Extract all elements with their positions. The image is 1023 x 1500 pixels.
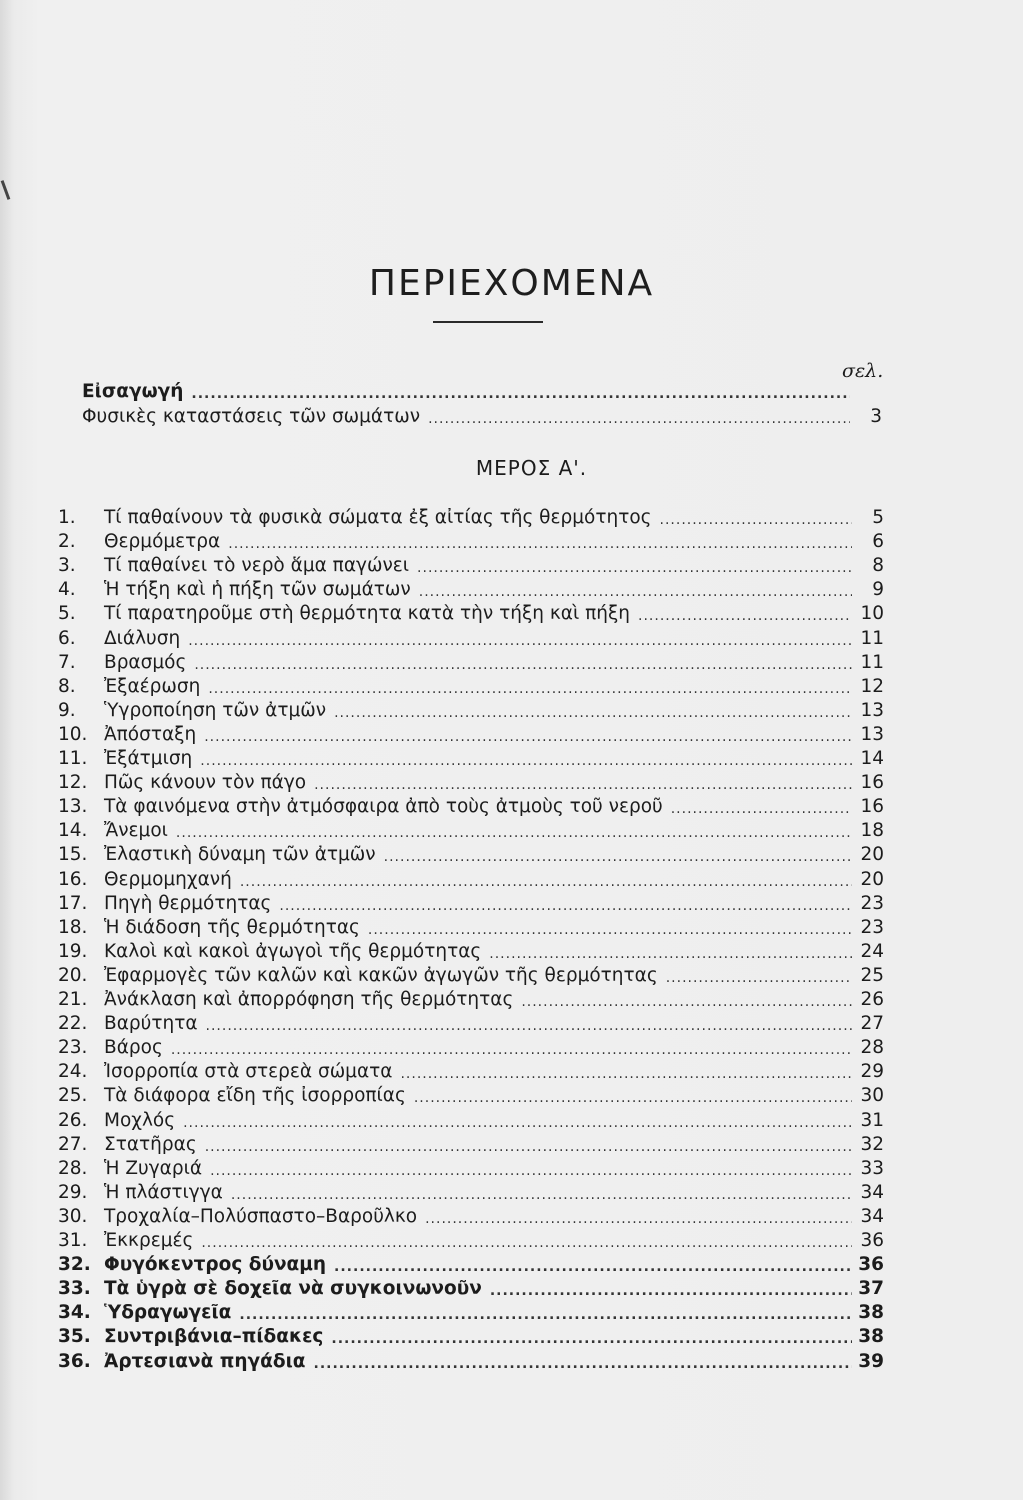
toc-entry-title: Ἡ Ζυγαριά	[104, 1158, 203, 1179]
toc-entry	[58, 1349, 884, 1373]
toc-entry	[58, 1156, 884, 1180]
toc-entry-intro	[82, 379, 882, 403]
toc-entry	[58, 1011, 884, 1035]
toc-entry-page: 36	[860, 1230, 884, 1251]
toc-entry-number: 3.	[58, 555, 76, 576]
toc-entry-number: 11.	[58, 748, 88, 769]
toc-entry-title: Πηγὴ θερμότητας	[104, 893, 272, 914]
toc-entry	[58, 794, 884, 818]
toc-entry-number: 16.	[58, 869, 88, 890]
toc-entry-title: Τί παθαίνει τὸ νερὸ ἅμα παγώνει	[104, 555, 410, 576]
toc-entry-title: Ἐφαρμογὲς τῶν καλῶν καὶ κακῶν ἀγωγῶν τῆς θερμότητας	[104, 965, 658, 986]
toc-entry-number: 32.	[58, 1254, 91, 1275]
toc-entry-page: 3	[870, 406, 882, 427]
toc-entry-title: Στατῆρας	[104, 1134, 197, 1155]
toc-entry-title: Ὑγροποίηση τῶν ἀτμῶν	[104, 700, 327, 721]
toc-entry-page: 24	[860, 941, 884, 962]
toc-entry-title: Πῶς κάνουν τὸν πάγο	[104, 772, 307, 793]
title-rule	[433, 321, 543, 323]
toc-entry-number: 17.	[58, 893, 88, 914]
toc-entry-title: Τὰ φαινόμενα στὴν ἀτμόσφαιρα ἀπὸ τοὺς ἀτμοὺς τοῦ νεροῦ	[104, 796, 663, 817]
leader-dots	[231, 1186, 852, 1204]
toc-entry	[58, 1083, 884, 1107]
leader-dots	[490, 1282, 852, 1300]
toc-entry-number: 21.	[58, 989, 88, 1010]
leader-dots	[228, 535, 852, 553]
toc-entry-title: Θερμομηχανή	[104, 869, 232, 890]
toc-entry	[58, 1204, 884, 1228]
toc-entry-title: Ἀπόσταξη	[104, 724, 197, 745]
leader-dots	[521, 993, 852, 1011]
toc-entry	[58, 722, 884, 746]
toc-entry-page: 6	[872, 531, 884, 552]
toc-entry-page: 16	[860, 772, 884, 793]
leader-dots	[314, 776, 852, 794]
toc-entry-page: 13	[860, 700, 884, 721]
toc-entry-page: 14	[860, 748, 884, 769]
toc-entry	[58, 939, 884, 963]
leader-dots	[417, 559, 852, 577]
toc-entry	[58, 987, 884, 1011]
toc-entry-number: 33.	[58, 1278, 91, 1299]
toc-entry-page: 20	[860, 869, 884, 890]
leader-dots	[200, 752, 852, 770]
toc-entry-number: 31.	[58, 1230, 88, 1251]
toc-entry	[58, 770, 884, 794]
leader-dots	[314, 1355, 853, 1373]
toc-entry	[58, 818, 884, 842]
toc-entry-page: 8	[872, 555, 884, 576]
toc-entry-number: 2.	[58, 531, 76, 552]
leader-dots	[334, 704, 852, 722]
toc-entry-page: 38	[858, 1302, 884, 1323]
toc-entry-title: Ἡ πλάστιγγα	[104, 1182, 223, 1203]
toc-entry-number: 35.	[58, 1326, 91, 1347]
toc-entry-title: Φυσικὲς καταστάσεις τῶν σωμάτων	[82, 406, 421, 427]
leader-dots	[279, 897, 852, 915]
toc-entry-number: 23.	[58, 1037, 88, 1058]
toc-entry-page: 33	[860, 1158, 884, 1179]
toc-entry-title: Ἡ διάδοση τῆς θερμότητας	[104, 917, 360, 938]
toc-entry-title: Ἐκκρεμές	[104, 1230, 194, 1251]
toc-entry-number: 5.	[58, 603, 76, 624]
leader-dots	[201, 1234, 852, 1252]
toc-entry-number: 15.	[58, 844, 88, 865]
toc-entry-page: 28	[860, 1037, 884, 1058]
leader-dots	[638, 607, 852, 625]
toc-entry-title: Καλοὶ καὶ κακοὶ ἀγωγοὶ τῆς θερμότητας	[104, 941, 482, 962]
toc-entry	[58, 1300, 884, 1324]
toc-entry	[58, 915, 884, 939]
toc-entry-title: Βαρύτητα	[104, 1013, 198, 1034]
leader-dots	[384, 848, 852, 866]
leader-dots	[331, 1330, 852, 1348]
toc-entry-title: Ἡ τήξη καὶ ἡ πήξη τῶν σωμάτων	[104, 579, 411, 600]
toc-entry-page: 11	[860, 628, 884, 649]
toc-entry-title: Βάρος	[104, 1037, 163, 1058]
toc-entry	[58, 891, 884, 915]
page-column-label: σελ.	[842, 360, 884, 382]
leader-dots	[205, 1138, 852, 1156]
toc-entry	[58, 577, 884, 601]
toc-entry	[58, 1108, 884, 1132]
toc-entry-title: Ἀνάκλαση καὶ ἀπορρόφηση τῆς θερμότητας	[104, 989, 514, 1010]
toc-entry	[58, 505, 884, 529]
toc-entry-title: Τὰ διάφορα εἴδη τῆς ἰσορροπίας	[104, 1085, 406, 1106]
toc-entry-number: 14.	[58, 820, 88, 841]
toc-entry-page: 32	[860, 1134, 884, 1155]
toc-entry	[58, 698, 884, 722]
toc-entry-number: 6.	[58, 628, 76, 649]
toc-entry-number: 20.	[58, 965, 88, 986]
toc-entry-number: 7.	[58, 652, 76, 673]
toc-entry-page: 37	[858, 1278, 884, 1299]
toc-entry	[58, 1276, 884, 1300]
leader-dots	[414, 1089, 852, 1107]
toc-entry-title: Τί παρατηροῦμε στὴ θερμότητα κατὰ τὴν τήξη καὶ πήξη	[104, 603, 631, 624]
toc-entry-number: 13.	[58, 796, 88, 817]
toc-entry	[58, 963, 884, 987]
toc-entry	[58, 650, 884, 674]
toc-entry	[58, 1132, 884, 1156]
toc-entry-number: 24.	[58, 1061, 88, 1082]
toc-entry-title: Διάλυση	[104, 628, 181, 649]
leader-dots	[188, 632, 852, 650]
toc-entry-title: Βρασμός	[104, 652, 187, 673]
leader-dots	[419, 583, 852, 601]
leader-dots	[206, 1017, 852, 1035]
leader-dots	[208, 680, 852, 698]
toc-entry-page: 10	[860, 603, 884, 624]
toc-entry	[58, 842, 884, 866]
toc-entry-title: Ἐξάτμιση	[104, 748, 193, 769]
leader-dots	[183, 1114, 852, 1132]
toc-entry-title: Τροχαλία–Πολύσπαστο–Βαροῦλκο	[104, 1206, 418, 1227]
toc-entry-page: 27	[860, 1013, 884, 1034]
toc-entry	[58, 529, 884, 553]
toc-entry-number: 22.	[58, 1013, 88, 1034]
toc-entry-page: 34	[860, 1206, 884, 1227]
toc-entry-number: 18.	[58, 917, 88, 938]
toc-entry-title: Μοχλός	[104, 1110, 176, 1131]
toc-entry-title: Φυγόκεντρος δύναμη	[104, 1254, 327, 1275]
toc-entry-number: 9.	[58, 700, 76, 721]
toc-entry-page: 30	[860, 1085, 884, 1106]
toc-entry-number: 30.	[58, 1206, 88, 1227]
toc-entry	[58, 746, 884, 770]
toc-entry-number: 29.	[58, 1182, 88, 1203]
page-title: ΠΕΡΙΕΧΟΜΕΝΑ	[368, 263, 655, 304]
toc-entry-page: 29	[860, 1061, 884, 1082]
toc-entry	[58, 1252, 884, 1276]
toc-entry-number: 4.	[58, 579, 76, 600]
leader-dots	[425, 1210, 852, 1228]
toc-entry-number: 26.	[58, 1110, 88, 1131]
toc-entry	[58, 626, 884, 650]
toc-entry-number: 27.	[58, 1134, 88, 1155]
toc-entry-number: 25.	[58, 1085, 88, 1106]
toc-entry	[58, 1035, 884, 1059]
leader-dots	[194, 656, 852, 674]
toc-entry-number: 36.	[58, 1351, 91, 1372]
leader-dots	[176, 824, 852, 842]
toc-entry-number: 28.	[58, 1158, 88, 1179]
leader-dots	[400, 1065, 852, 1083]
toc-entry-page: 5	[872, 507, 884, 528]
toc-entry-page: 38	[858, 1326, 884, 1347]
toc-entry-title: Ὑδραγωγεῖα	[104, 1302, 232, 1323]
leader-dots	[210, 1162, 852, 1180]
toc-entry-page: 39	[858, 1351, 884, 1372]
toc-entry-title: Τί παθαίνουν τὰ φυσικὰ σώματα ἐξ αἰτίας τῆς θερμότητος	[104, 507, 652, 528]
toc-entry-title: Ἐλαστικὴ δύναμη τῶν ἀτμῶν	[104, 844, 376, 865]
toc-entry-page: 34	[860, 1182, 884, 1203]
toc-entry-title: Συντριβάνια–πίδακες	[104, 1326, 324, 1347]
leader-dots	[666, 969, 852, 987]
leader-dots	[334, 1258, 852, 1276]
toc-entry-title: Τὰ ὑγρὰ σὲ δοχεῖα νὰ συγκοινωνοῦν	[104, 1278, 482, 1299]
leader-dots	[489, 945, 852, 963]
toc-entry-page: 9	[872, 579, 884, 600]
toc-entry	[58, 1324, 884, 1348]
toc-entry-title: Ἰσορροπία στὰ στερεὰ σώματα	[104, 1061, 393, 1082]
toc-entry-number: 19.	[58, 941, 88, 962]
toc-entry-number: 12.	[58, 772, 88, 793]
toc-entry-page: 16	[860, 796, 884, 817]
toc-entry	[58, 867, 884, 891]
leader-dots	[171, 1041, 852, 1059]
toc-entry	[58, 601, 884, 625]
toc-entry-page: 23	[860, 893, 884, 914]
toc-entry-page: 26	[860, 989, 884, 1010]
scan-artifact	[1, 180, 11, 200]
toc-entry	[58, 553, 884, 577]
leader-dots	[368, 921, 852, 939]
toc-entry-title: Ἐξαέρωση	[104, 676, 201, 697]
leader-dots	[239, 1306, 852, 1324]
leader-dots	[671, 800, 852, 818]
toc-entry-page: 23	[860, 917, 884, 938]
toc-entry-page: 25	[860, 965, 884, 986]
toc-entry-number: 10.	[58, 724, 88, 745]
toc-entry	[58, 674, 884, 698]
toc-entry-title: Ἄνεμοι	[104, 820, 168, 841]
leader-dots	[191, 385, 850, 403]
toc-entry-page: 11	[860, 652, 884, 673]
toc-entry-page: 20	[860, 844, 884, 865]
toc-entry	[58, 1180, 884, 1204]
leader-dots	[428, 410, 850, 428]
toc-entry-page: 18	[860, 820, 884, 841]
leader-dots	[660, 511, 852, 529]
toc-entry-title: Θερμόμετρα	[104, 531, 221, 552]
toc-entry-page: 36	[858, 1254, 884, 1275]
toc-entry-physical-states	[82, 404, 882, 428]
toc-entry-number: 1.	[58, 507, 76, 528]
toc-entry-page: 13	[860, 724, 884, 745]
section-heading: ΜΕΡΟΣ Α'.	[475, 456, 588, 480]
leader-dots	[204, 728, 852, 746]
toc-entry	[58, 1059, 884, 1083]
leader-dots	[240, 873, 852, 891]
toc-entry-title: Ἀρτεσιανὰ πηγάδια	[104, 1351, 306, 1372]
toc-entry-title: Εἰσαγωγή	[82, 381, 184, 402]
toc-entry	[58, 1228, 884, 1252]
toc-entry-page: 12	[860, 676, 884, 697]
toc-entry-page: 31	[860, 1110, 884, 1131]
toc-entry-number: 34.	[58, 1302, 91, 1323]
toc-entry-number: 8.	[58, 676, 76, 697]
